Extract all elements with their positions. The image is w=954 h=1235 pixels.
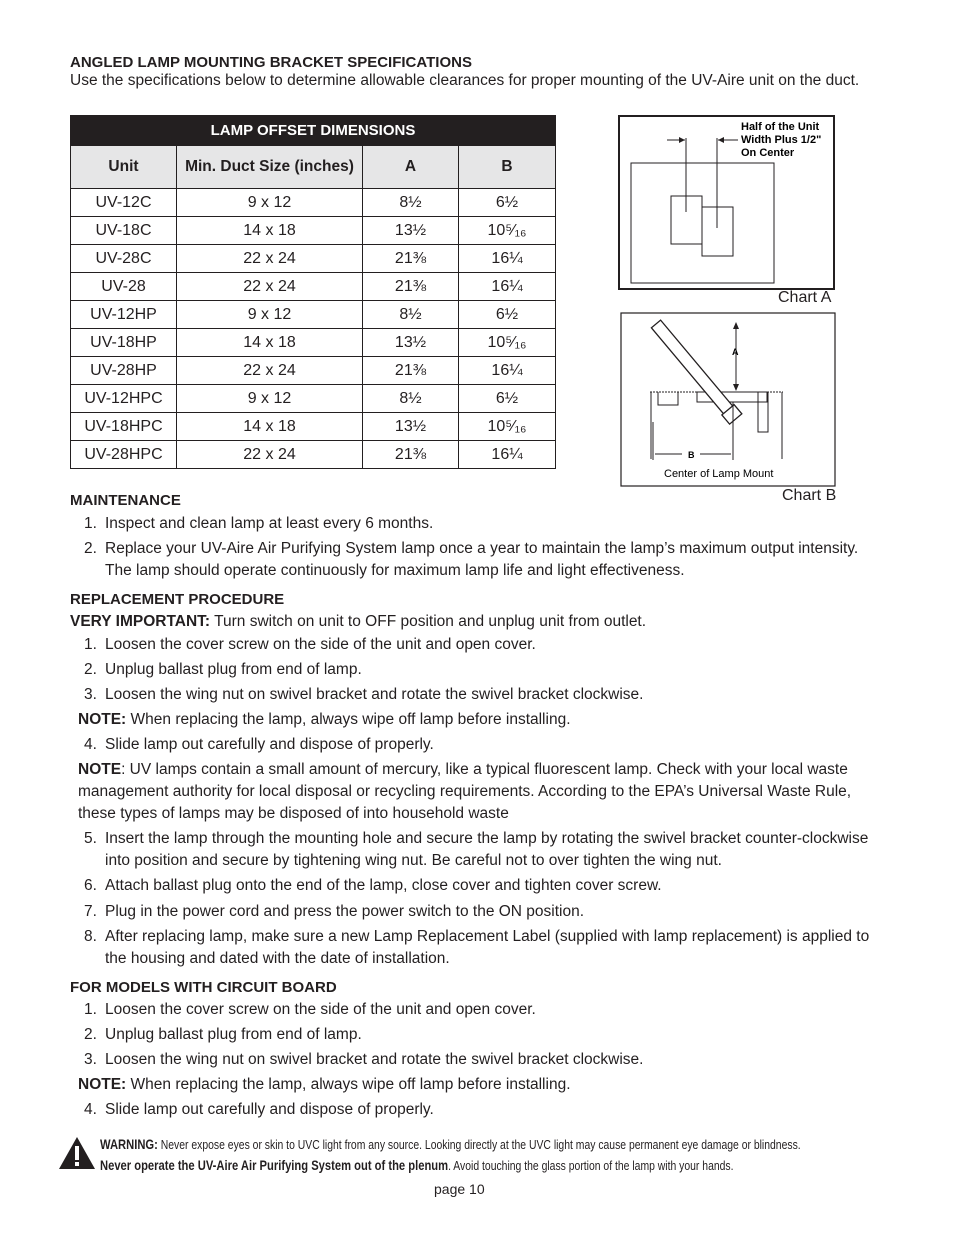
table-cell: 22 x 24 (177, 245, 363, 273)
table-row (71, 329, 556, 357)
note: NOTE: When replacing the lamp, always wipe off lamp before installing. (78, 711, 571, 728)
list-item: 8. After replacing lamp, make sure a new Lamp Replacement Label (supplied with lamp replacement) is applied to the housing and dated with the date of installation. (84, 928, 870, 967)
warning-text: WARNING: Never expose eyes or skin to UVC light from any source. Looking directly at the UVC light may cause permanent eye damage or blindness. Never operate the UV-Aire Air Purifying System out of the plenum. Avoid touching the glass portion of the lamp with your hands. (100, 1136, 801, 1173)
table-cell: 8½ (363, 189, 459, 217)
chart-a-label: On Center (741, 147, 795, 159)
table-cell: 6½ (459, 189, 556, 217)
chart-a-label: Width Plus 1/2" (741, 134, 822, 146)
table-cell: UV-28HP (71, 357, 177, 385)
table-cell: UV-12HPC (71, 385, 177, 413)
table-cell: 10⁵⁄₁₆ (459, 217, 556, 245)
table-cell: 22 x 24 (177, 273, 363, 301)
list-item: 6. Attach ballast plug onto the end of the lamp, close cover and tighten cover screw. (84, 877, 662, 894)
list-item: 2. Unplug ballast plug from end of lamp. (84, 661, 362, 678)
table-cell: 9 x 12 (177, 189, 363, 217)
table-cell: 14 x 18 (177, 329, 363, 357)
chart-a-caption: Chart A (778, 289, 832, 306)
table-cell: 16¼ (459, 245, 556, 273)
list-item: 1. Inspect and clean lamp at least every 6 months. (84, 515, 434, 532)
table-row (71, 357, 556, 385)
very-important-text: VERY IMPORTANT: Turn switch on unit to OFF position and unplug unit from outlet. (70, 613, 647, 630)
table-cell: 21⅜ (363, 441, 459, 469)
table-cell: 21⅜ (363, 273, 459, 301)
chart-b-label-a: A (732, 347, 739, 357)
replacement-heading: REPLACEMENT PROCEDURE (70, 591, 285, 608)
table-cell: UV-12C (71, 189, 177, 217)
table-cell: 16¼ (459, 273, 556, 301)
table-row (71, 189, 556, 217)
table-cell: 10⁵⁄₁₆ (459, 329, 556, 357)
col-header: A (363, 146, 459, 189)
spec-heading: ANGLED LAMP MOUNTING BRACKET SPECIFICATIONS (70, 54, 472, 71)
table-cell: UV-28 (71, 273, 177, 301)
table-cell: UV-18HPC (71, 413, 177, 441)
chart-a-label: Half of the Unit (741, 121, 820, 133)
note: NOTE: When replacing the lamp, always wipe off lamp before installing. (78, 1076, 571, 1093)
table-cell: UV-28HPC (71, 441, 177, 469)
table-cell: UV-18C (71, 217, 177, 245)
table-cell: 21⅜ (363, 357, 459, 385)
table-cell: 13½ (363, 217, 459, 245)
table-cell: 14 x 18 (177, 413, 363, 441)
table-cell: 14 x 18 (177, 217, 363, 245)
table-cell: 9 x 12 (177, 385, 363, 413)
maintenance-heading: MAINTENANCE (70, 492, 181, 509)
list-item: 3. Loosen the wing nut on swivel bracket and rotate the swivel bracket clockwise. (84, 686, 644, 703)
list-item: 2. Unplug ballast plug from end of lamp. (84, 1026, 362, 1043)
table-cell: 21⅜ (363, 245, 459, 273)
table-cell: UV-28C (71, 245, 177, 273)
spec-intro: Use the specifications below to determine allowable clearances for proper mounting of the UV-Aire unit on the duct. (70, 72, 860, 89)
table-row (71, 245, 556, 273)
col-header: Unit (71, 146, 177, 189)
table-cell: UV-12HP (71, 301, 177, 329)
list-item: 7. Plug in the power cord and press the power switch to the ON position. (84, 903, 585, 920)
list-item: 1. Loosen the cover screw on the side of the unit and open cover. (84, 1001, 536, 1018)
table-cell: 16¼ (459, 357, 556, 385)
table-row (71, 441, 556, 469)
table-cell: 16¼ (459, 441, 556, 469)
table-row (71, 273, 556, 301)
warning-icon (58, 1136, 96, 1170)
circuit-heading: FOR MODELS WITH CIRCUIT BOARD (70, 979, 337, 996)
table-cell: 6½ (459, 301, 556, 329)
page-number: page 10 (434, 1181, 485, 1197)
list-item: 3. Loosen the wing nut on swivel bracket and rotate the swivel bracket clockwise. (84, 1051, 644, 1068)
table-cell: 9 x 12 (177, 301, 363, 329)
list-item: 4. Slide lamp out carefully and dispose of properly. (84, 1101, 434, 1118)
mercury-note: NOTE: UV lamps contain a small amount of mercury, like a typical fluorescent lamp. Check with your local waste management authority for local disposal or recycling requirements. According to the EPA’s Universal Waste Rule, these types of lamps may be disposed of into household waste (78, 761, 852, 822)
list-item: 4. Slide lamp out carefully and dispose of properly. (84, 736, 434, 753)
table-row (71, 385, 556, 413)
table-cell: UV-18HP (71, 329, 177, 357)
table-cell: 8½ (363, 301, 459, 329)
list-item: 2. Replace your UV-Aire Air Purifying System lamp once a year to maintain the lamp’s maximum output intensity. The lamp should operate continuously for maximum lamp life and light effectiveness. (84, 540, 859, 579)
chart-b-caption: Chart B (782, 487, 837, 504)
table-row (71, 413, 556, 441)
chart-a-diagram (615, 112, 840, 292)
table-cell: 6½ (459, 385, 556, 413)
table-title: LAMP OFFSET DIMENSIONS (71, 116, 556, 146)
list-item: 5. Insert the lamp through the mounting hole and secure the lamp by rotating the swivel bracket counter-clockwise into position and secure by tightening wing nut. Be careful not to over tighten the wing nut. (84, 830, 869, 869)
col-header: Min. Duct Size (inches) (177, 146, 363, 189)
chart-b-label-b: B (688, 450, 695, 460)
table-cell: 10⁵⁄₁₆ (459, 413, 556, 441)
lamp-offset-table (70, 115, 556, 469)
table-cell: 8½ (363, 385, 459, 413)
table-row (71, 217, 556, 245)
list-item: 1. Loosen the cover screw on the side of the unit and open cover. (84, 636, 536, 653)
col-header: B (459, 146, 556, 189)
table-row (71, 301, 556, 329)
table-cell: 22 x 24 (177, 441, 363, 469)
chart-b-diagram (620, 312, 838, 488)
chart-b-center-label: Center of Lamp Mount (664, 468, 774, 480)
table-cell: 13½ (363, 329, 459, 357)
table-cell: 22 x 24 (177, 357, 363, 385)
table-cell: 13½ (363, 413, 459, 441)
